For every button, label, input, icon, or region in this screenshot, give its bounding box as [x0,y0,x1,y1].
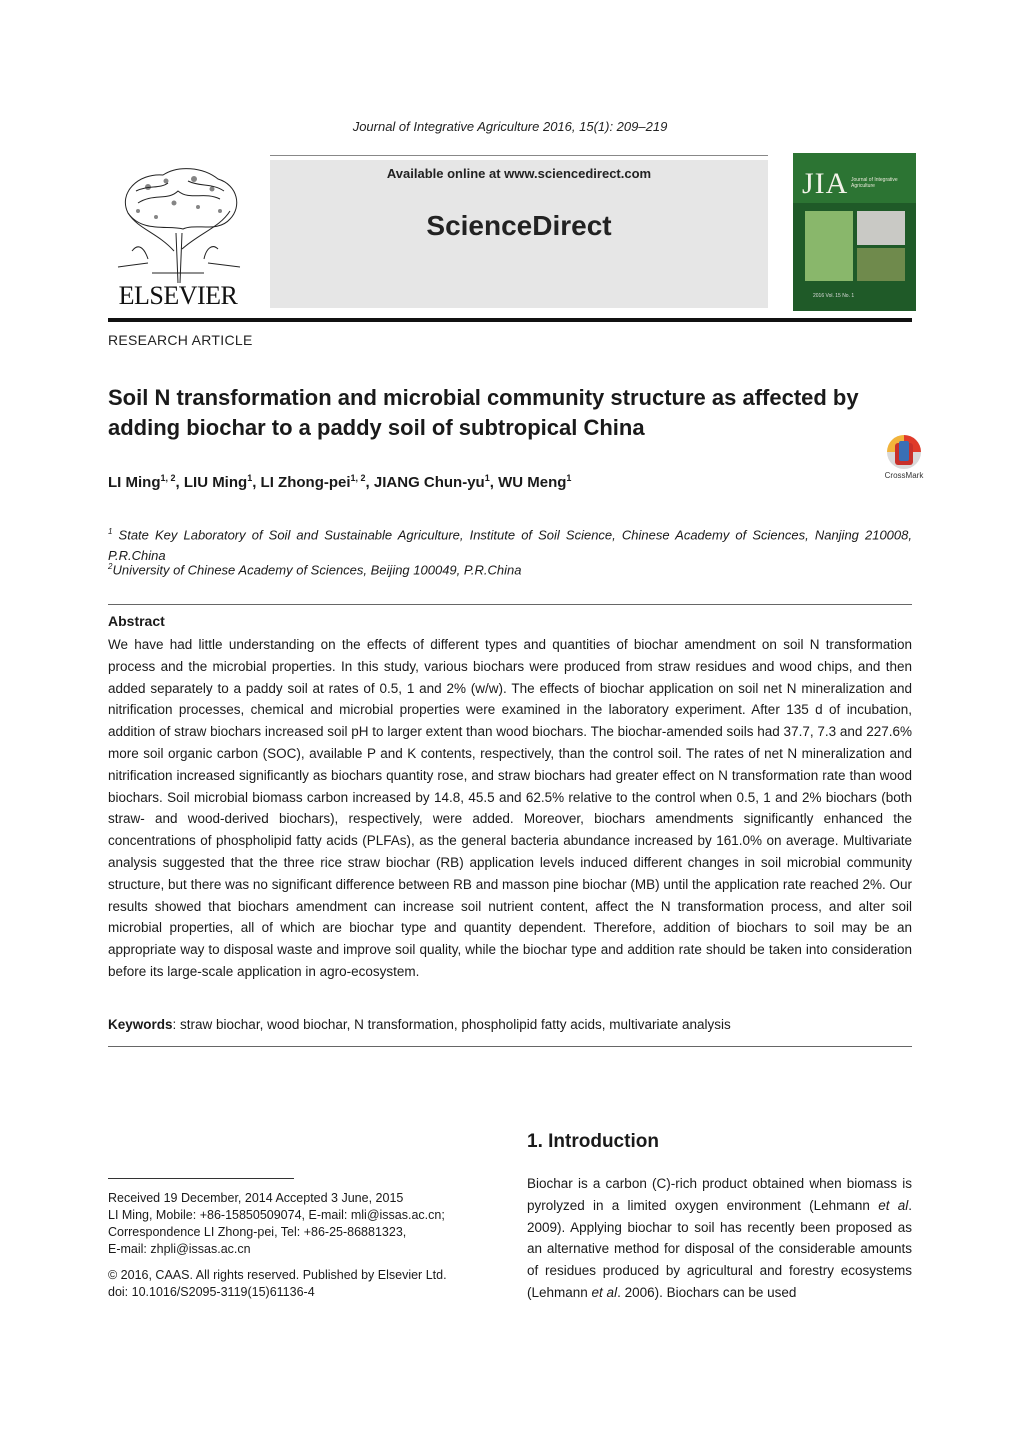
author-affiliation-mark: 1 [484,473,490,483]
author-separator: , [489,474,499,491]
cover-photo-micrograph [857,211,905,245]
intro-etal: et al [591,1284,618,1300]
abstract-body: We have had little understanding on the effects of different types and quantities of biochar amendment on soil N transformation process and the microbial properties. In this study, various biochars were produced from straw residues and wood chips, and then added separately to a paddy soil at rates of 0.5, 1 and 2% (w/w). The effects of biochar application on soil net N mineralization and nitrification processes, chemical and microbial properties were examined in the laboratory experiment. After 135 d of incubation, addition of straw biochars increased soil pH to larger extent than wood biochars. The biochar-amended soils had 37.7, 7.3 and 227.6% more soil organic carbon (SOC), available P and K contents, respectively, than the control soil. The rates of net N mineralization and nitrification increased significantly as biochars quantity rose, and straw biochars had greater effect on N transformation rate than wood biochars. Soil microbial biomass carbon increased by 14.8, 45.5 and 62.5% relative to the control when 0.5, 1 and 2% biochars (both straw- and wood-derived biochars), respectively, were added. Moreover, biochars amendments significantly enhanced the concentrations of phospholipid fatty acids (PLFAs), as the general bacteria abundance increased by 161.0% on average. Multivariate analysis suggested that the three rice straw biochar (RB) application levels induced different changes in soil microbial community structure, but there was no significant difference between RB and masson pine biochar (MB) until the application rate reached 2%. Our results showed that biochars amendment can increase soil nutrient content, affect the N transformation process, and alter soil microbial properties, all of which are biochar type and quantity dependent. Therefore, addition of biochars to soil may be an appropriate way to disposal waste and improve soil quality, while the biochar type and addition rate should be taken into consideration before its large-scale application in agro-ecosystem. [108,637,912,979]
author-name[interactable]: WU Meng [498,474,567,491]
footnote-rule [108,1178,294,1179]
keywords-list: : straw biochar, wood biochar, N transformation, phospholipid fatty acids, multivariate analysis [172,1017,731,1032]
abstract-top-rule [108,604,912,605]
sciencedirect-title[interactable]: ScienceDirect [426,210,612,241]
abstract-heading: Abstract [108,613,165,629]
doi-line[interactable]: doi: 10.1016/S2095-3119(15)61136-4 [108,1285,315,1299]
cover-photo-plant [805,211,853,281]
journal-cover-image[interactable] [793,153,916,311]
journal-citation: Journal of Integrative Agriculture 2016, 15(1): 209–219 [352,119,668,134]
author-affiliation-mark: 1 [247,473,253,483]
article-title: Soil N transformation and microbial community structure as affected by adding biochar to a paddy soil of subtropical China [108,385,859,440]
contact-correspondence-email[interactable]: E-mail: zhpli@issas.ac.cn [108,1242,251,1256]
affiliation-2 [108,562,521,577]
author-affiliation-mark: 1, 2 [350,473,366,483]
contact-first-author[interactable]: LI Ming, Mobile: +86-15850509074, E-mail: mli@issas.ac.cn; [108,1208,445,1222]
author-list [108,473,571,491]
affiliation-text: University of Chinese Academy of Sciences, Beijing 100049, P.R.China [112,562,522,578]
masthead-bottom-rule [108,318,912,322]
author-name[interactable]: LIU Ming [183,474,248,491]
keywords [108,1017,912,1032]
author-separator: , [252,474,261,491]
affiliation-1 [108,521,912,566]
author-name[interactable]: LI Zhong-pei [260,474,351,491]
author-affiliation-mark: 1, 2 [160,473,176,483]
elsevier-wordmark: ELSEVIER [118,281,238,310]
intro-text: Biochar is a carbon (C)-rich product obtained when biomass is pyrolyzed in a limited oxygen environment (Lehmann [527,1176,912,1213]
affiliation-number: 2 [108,562,113,571]
affiliation-text: State Key Laboratory of Soil and Sustainable Agriculture, Institute of Soil Science, Chinese Academy of Sciences, Nanjing 210008, P.R.China [108,527,912,564]
author-affiliation-mark: 1 [566,473,572,483]
article-type-label: RESEARCH ARTICLE [108,332,253,348]
intro-text: . 2009). Applying biochar to soil has recently been proposed as an alternative method for disposal of the considerable amounts of residues produced by agricultural and forestry ecosystems (Lehmann [527,1197,912,1300]
elsevier-tree-icon [108,163,248,285]
affiliation-number: 1 [108,527,113,536]
available-online-text[interactable]: Available online at www.sciencedirect.com [386,166,652,181]
cover-issue-info: 2016 Vol. 15 No. 1 [813,293,855,299]
keywords-label: Keywords [108,1017,173,1032]
author-name[interactable]: LI Ming [108,474,161,491]
intro-text: . 2006). Biochars can be used [617,1284,797,1300]
crossmark-label: CrossMark [884,471,924,480]
cover-photo-leaf [857,248,905,281]
author-separator: , [365,474,374,491]
abstract-bottom-rule [108,1046,912,1047]
footnote-received [108,1190,493,1258]
author-name[interactable]: JIANG Chun-yu [373,474,485,491]
cover-jia-letters: JIA [802,167,849,200]
elsevier-logo[interactable] [108,163,248,313]
introduction-paragraph [527,1173,912,1304]
crossmark-badge[interactable] [880,433,928,483]
sciencedirect-banner [270,160,768,308]
footnote-copyright [108,1267,493,1301]
crossmark-icon [880,433,928,473]
cover-subtitle: Journal of Integrative Agriculture [851,177,898,189]
received-accepted-dates: Received 19 December, 2014 Accepted 3 June, 2015 [108,1191,404,1205]
section-heading-introduction: 1. Introduction [527,1131,659,1152]
masthead-top-rule [270,155,768,156]
author-separator: , [175,474,184,491]
intro-etal: et al [878,1197,909,1213]
copyright-line: © 2016, CAAS. All rights reserved. Published by Elsevier Ltd. [108,1268,447,1282]
contact-correspondence: Correspondence LI Zhong-pei, Tel: +86-25-86881323, [108,1225,407,1239]
